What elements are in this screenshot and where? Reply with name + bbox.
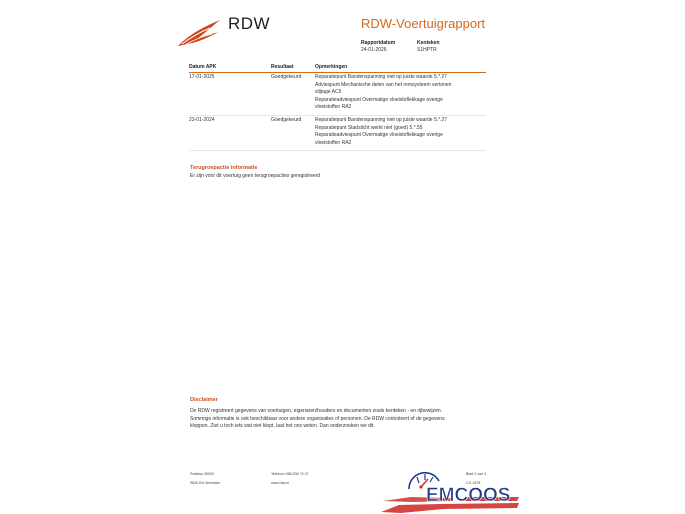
remark-line: Reparatiepunt Bandenspanning niet op juiste waarde 5.*.27: [315, 117, 448, 123]
row-remarks: [315, 74, 485, 112]
disclaimer-line: Sommige informatie is ook beschikbaar voor andere organisaties of personen. De RDW controleert of de gegevens: [190, 415, 445, 422]
disclaimer-line: De RDW registreert gegevens van voertuigen, eigenaren/houders en documenten zoals kenteken - en rijbewijzen.: [190, 408, 443, 414]
row-date: 23-01-2024: [189, 117, 215, 123]
plate-value: S1HPTR: [417, 47, 437, 53]
report-date-label: Rapportdatum: [361, 40, 396, 46]
remark-line: vloeistoffen RA2: [315, 104, 352, 110]
column-header-result: Resultaat: [271, 64, 294, 70]
table-header: [189, 64, 486, 73]
report-date-block: [361, 40, 395, 54]
footer-contact: [271, 470, 309, 488]
report-date-value: 24-01-2026: [361, 47, 387, 53]
column-header-date: Datum APK: [189, 64, 217, 70]
recall-text: Er zijn voor dit voertuig geen terugroepacties geregistreerd: [190, 173, 321, 179]
table-row: [189, 73, 486, 116]
remark-line: Reparatiepunt Stadslicht werkt niet (goed) 5.*.55: [315, 124, 423, 131]
plate-block: [417, 40, 440, 54]
row-result: Goedgekeurd: [271, 74, 302, 80]
emcoos-logo-icon: [381, 471, 521, 514]
remark-line: Reparatiepunt Bandenspanning niet op juiste waarde 5.*.27: [315, 74, 448, 80]
footer-line: 2.E.1678: [466, 481, 481, 485]
footer-line: 9640 RA Veendam: [190, 481, 220, 485]
remark-line: Reparatieadviespunt Overmatige vloeistoflekkage overige: [315, 132, 443, 138]
rdw-logo-icon: [176, 18, 222, 48]
disclaimer-title: Disclaimer: [190, 397, 218, 403]
recall-title: Terugroepactie informatie: [190, 165, 258, 171]
plate-label: Kenteken: [417, 40, 440, 46]
table-row: [189, 116, 486, 151]
row-result: Goedgekeurd: [271, 117, 302, 123]
disclaimer-line: kloppen. Ziet u toch iets wat niet klopt, laat het ons weten. Dan onderzoeken we dit.: [190, 423, 375, 429]
emcoos-brand-text: EMCOOS: [426, 485, 511, 506]
row-remarks: [315, 117, 485, 147]
disclaimer-text: [190, 408, 445, 431]
remark-line: slijtage AC5: [315, 89, 342, 95]
footer-line: Telefoon 088 008 74 47: [271, 472, 309, 476]
remark-line: Adviespunt Mechanische delen van het remsysteem vertonen: [315, 81, 452, 88]
footer-address: [190, 470, 220, 488]
footer-line: www.rdw.nl: [271, 481, 289, 485]
remark-line: Reparatieadviespunt Overmatige vloeistoflekkage overige: [315, 96, 443, 103]
footer-line: Postbus 30000: [190, 472, 214, 476]
logo-text: RDW: [228, 14, 271, 33]
footer-line: Blad 2 van 3: [466, 472, 486, 476]
column-header-remarks: Opmerkingen: [315, 64, 348, 70]
row-date: 17-01-2025: [189, 74, 215, 80]
report-title: RDW-Voertuigrapport: [361, 16, 486, 31]
remark-line: vloeistoffen RA2: [315, 139, 352, 146]
